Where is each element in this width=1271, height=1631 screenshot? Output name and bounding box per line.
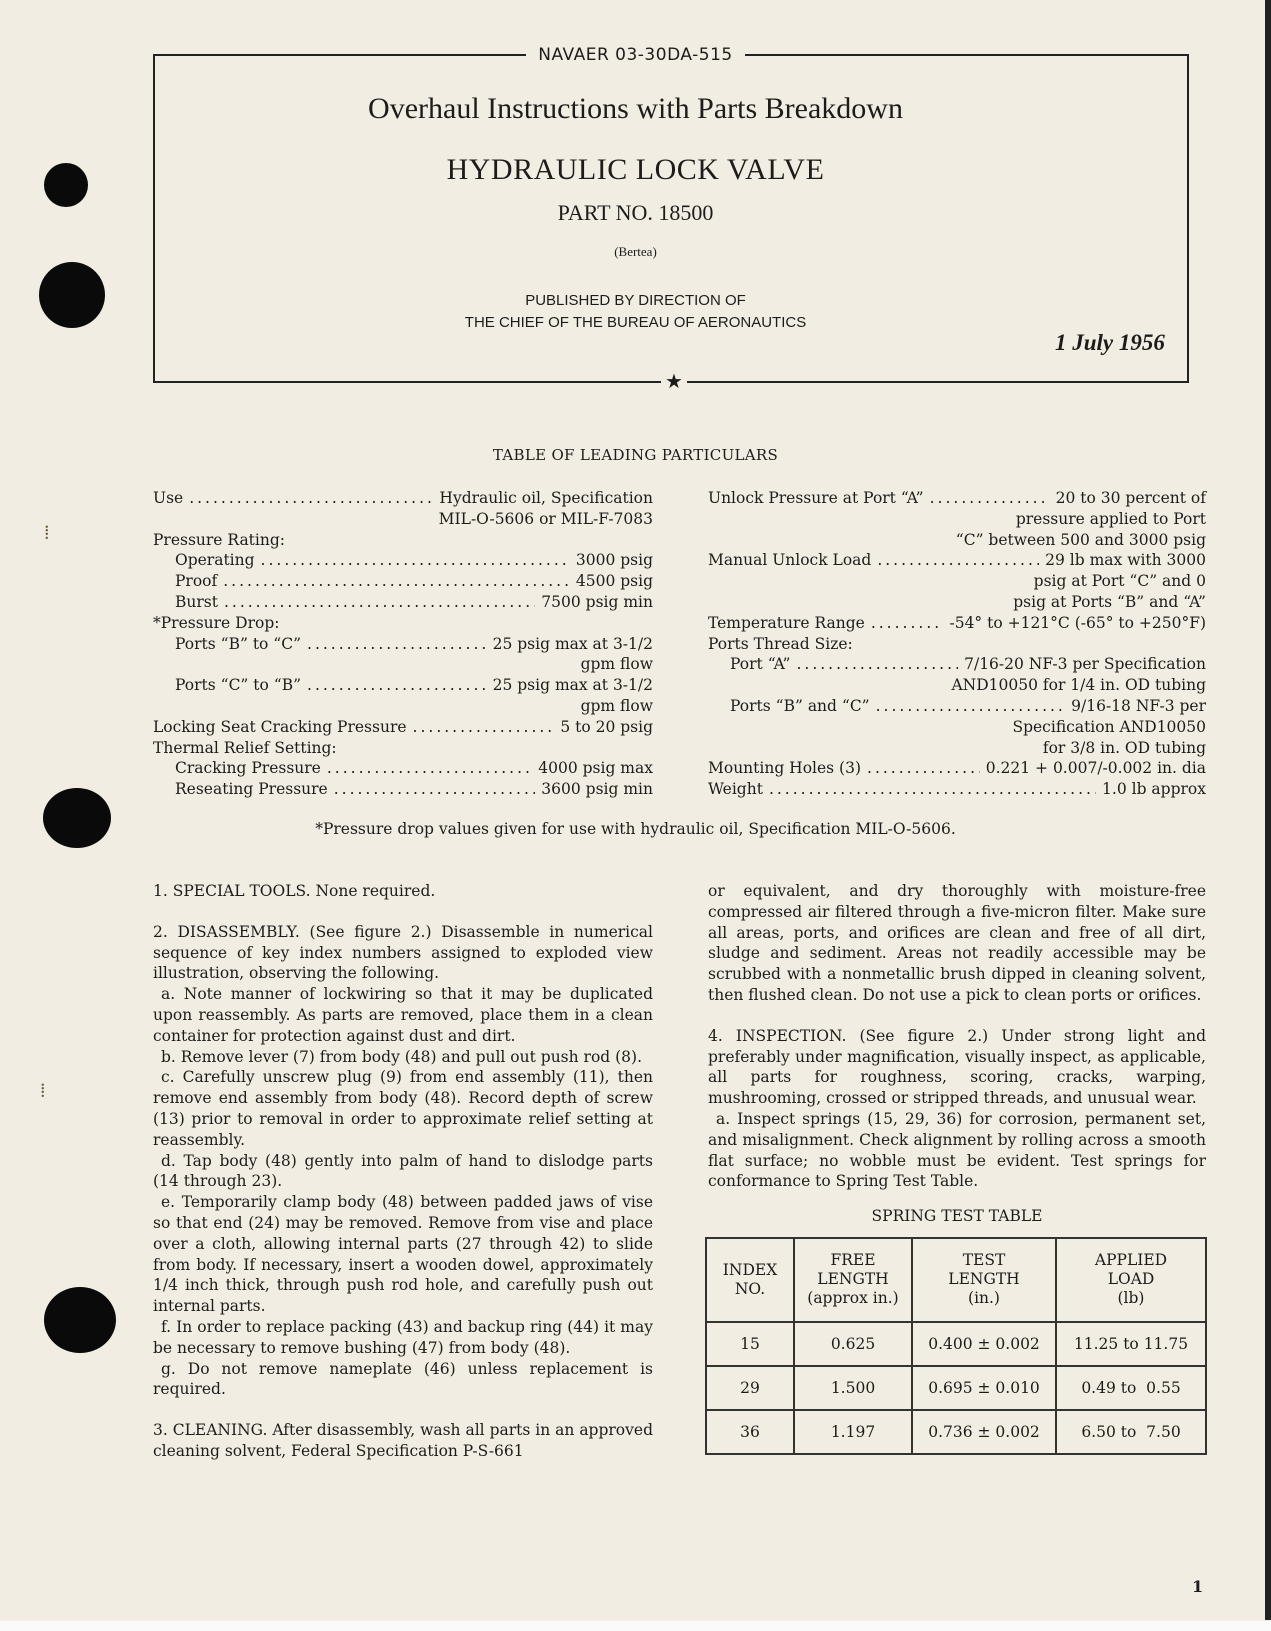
lp-continuation: MIL-O-5606 or MIL-F-7083 [438, 509, 653, 528]
binder-hole-icon [43, 788, 111, 848]
step-a: a. Inspect springs (15, 29, 36) for corrosion, permanent set, and misalignment. Check alignment by rolling across a smooth flat surface; no wobble must be evident. Test springs for conformance to Spring Test Table. [708, 1109, 1206, 1191]
section-cleaning-continued: or equivalent, and dry thoroughly with moisture-free compressed air filtered through a five-micron filter. Make sure all areas, ports, and orifices are clean and free of all dirt, sludge and sediment. Areas not readily accessible may be scrubbed with a nonmetallic brush dipped in cleaning solvent, then flushed clean. Do not use a pick to clean ports or orifices. [708, 882, 1206, 1004]
cell-free-length: 1.197 [794, 1410, 912, 1454]
lp-row-port-a: Port “A” ..... 7/16-20 NF-3 per Specification [708, 654, 1206, 675]
leading-particulars-heading: TABLE OF LEADING PARTICULARS [492, 446, 779, 464]
step-a: a. Note manner of lockwiring so that it may be duplicated upon reassembly. As parts are removed, place them in a clean container for protection against dust and dirt. [153, 985, 653, 1045]
lp-group-label: Thermal Relief Setting: [153, 738, 337, 757]
leading-particulars-left [153, 488, 653, 800]
lp-row-mounting-holes: Mounting Holes (3) ..... 0.221 + 0.007/-0.002 in. dia [708, 758, 1206, 779]
lp-row-b-to-c: Ports “B” to “C” ..... 25 psig max at 3-1/2 [153, 634, 653, 655]
lp-row-proof: Proof ..... 4500 psig [153, 571, 653, 592]
lp-row-operating: Operating ..... 3000 psig [153, 550, 653, 571]
stain-mark-icon: ⁞ [40, 1078, 46, 1102]
spring-table-title: SPRING TEST TABLE [871, 1207, 1043, 1226]
leading-particulars-right [708, 488, 1206, 800]
stain-mark-icon: ⁞ [44, 520, 50, 544]
lp-group-label: *Pressure Drop: [153, 613, 280, 632]
cell-test-length: 0.736 ± 0.002 [912, 1410, 1056, 1454]
lp-continuation: pressure applied to Port [1015, 509, 1206, 528]
step-b: b. Remove lever (7) from body (48) and pull out push rod (8). [161, 1047, 643, 1066]
section-inspection: 4. INSPECTION. (See figure 2.) Under strong light and preferably under magnification, visually inspect, as applicable, all parts for roughness, scoring, cracks, warping, mushrooming, crossed or stripped threads, and unusual wear. a. Inspect springs (15, 29, 36) for corrosion, permanent set, and misalignment. Check alignment by rolling across a smooth flat surface; no wobble must be evident. Test springs for conformance to Spring Test Table. [708, 1026, 1206, 1191]
lp-row-weight: Weight ..... 1.0 lb approx [708, 779, 1206, 800]
lp-row-cracking: Cracking Pressure ..... 4000 psig max [153, 758, 653, 779]
publisher-line-2: THE CHIEF OF THE BUREAU OF AERONAUTICS [464, 314, 807, 331]
page-edge-bottom [0, 1621, 1271, 1631]
spring-test-table [705, 1237, 1207, 1455]
lp-continuation: gpm flow [580, 655, 653, 674]
publisher-line-1: PUBLISHED BY DIRECTION OF [525, 292, 746, 309]
lp-row-c-to-b: Ports “C” to “B” ..... 25 psig max at 3-1/2 [153, 675, 653, 696]
lp-continuation: for 3/8 in. OD tubing [1042, 738, 1206, 757]
manufacturer: (Bertea) [614, 244, 657, 259]
body-column-right [708, 881, 1206, 1455]
publication-date: 1 July 1956 [1055, 330, 1165, 355]
step-e: e. Temporarily clamp body (48) between padded jaws of vise so that end (24) may be removed. Remove from vise and place over a cloth, allowing internal parts (27 through 42) to slide from body. If necessary, insert a wooden dowel, approximately 1/4 inch thick, through push rod hole, and carefully push out internal parts. [153, 1193, 653, 1316]
cell-test-length: 0.695 ± 0.010 [912, 1366, 1056, 1410]
star-icon: ★ [661, 369, 687, 393]
lp-continuation: psig at Ports “B” and “A” [1013, 592, 1206, 611]
lp-continuation: Specification AND10050 [1012, 717, 1206, 736]
step-c: c. Carefully unscrew plug (9) from end assembly (11), then remove end assembly from body (48). Record depth of screw (13) prior to removal in order to approximate relief setting at reassembly. [153, 1068, 653, 1149]
lp-continuation: psig at Port “C” and 0 [1033, 572, 1206, 591]
cell-index: 29 [706, 1366, 794, 1410]
lp-row-burst: Burst ..... 7500 psig min [153, 592, 653, 613]
lp-row-use: Use ..... Hydraulic oil, Specification [153, 488, 653, 509]
pressure-drop-footnote: *Pressure drop values given for use with hydraulic oil, Specification MIL-O-5606. [315, 820, 956, 838]
cell-applied-load: 11.25 to 11.75 [1056, 1322, 1206, 1366]
lp-continuation: “C” between 500 and 3000 psig [955, 530, 1206, 549]
lp-row-ports-bc: Ports “B” and “C” ..... 9/16-18 NF-3 per [708, 696, 1206, 717]
cell-applied-load: 0.49 to 0.55 [1056, 1366, 1206, 1410]
cell-index: 36 [706, 1410, 794, 1454]
section-cleaning: 3. CLEANING. After disassembly, wash all parts in an approved cleaning solvent, Federal Specification P-S-661 [153, 1421, 653, 1460]
lp-group-label: Ports Thread Size: [708, 634, 853, 653]
publisher-note [0, 290, 1271, 334]
main-title: Overhaul Instructions with Parts Breakdown [368, 92, 903, 125]
table-row [706, 1366, 1206, 1410]
cell-applied-load: 6.50 to 7.50 [1056, 1410, 1206, 1454]
page-number: 1 [1192, 1577, 1204, 1596]
table-row [706, 1410, 1206, 1454]
lp-continuation: gpm flow [580, 696, 653, 715]
lp-continuation: AND10050 for 1/4 in. OD tubing [951, 676, 1206, 695]
step-g: g. Do not remove nameplate (46) unless replacement is required. [153, 1359, 653, 1399]
binder-hole-icon [44, 1287, 116, 1353]
table-header-row [706, 1238, 1206, 1322]
lp-row-unlock: Unlock Pressure at Port “A” ..... 20 to 30 percent of [708, 488, 1206, 509]
part-number: PART NO. 18500 [557, 200, 714, 225]
document-number: NAVAER 03-30DA-515 [0, 45, 1271, 65]
lp-row-reseating: Reseating Pressure ..... 3600 psig min [153, 779, 653, 800]
lp-group-label: Pressure Rating: [153, 530, 285, 549]
section-disassembly: 2. DISASSEMBLY. (See figure 2.) Disassemble in numerical sequence of key index numbers assigned to exploded view illustration, observing the following. a. Note manner of lockwiring so that it may be duplicated upon reassembly. As parts are removed, place them in a clean container for protection against dust and dirt. b. Remove lever (7) from body (48) and pull out push rod (8). c. Carefully unscrew plug (9) from end assembly (11), then remove end assembly from body (48). Record depth of screw (13) prior to removal in order to approximate relief setting at reassembly. d. Tap body (48) gently into palm of hand to dislodge parts (14 through 23). e. Temporarily clamp body (48) between padded jaws of vise so that end (24) may be removed. Remove from vise and place over a cloth, allowing internal parts (27 through 42) to slide from body. If necessary, insert a wooden dowel, approximately 1/4 inch thick, through push rod hole, and carefully push out internal parts. f. In order to replace packing (43) and backup ring (44) it may be necessary to remove bushing (47) from body (48). g. Do not remove nameplate (46) unless replacement is required. [153, 922, 653, 1399]
lp-row-temperature: Temperature Range ..... -54° to +121°C (-65° to +250°F) [708, 613, 1206, 634]
header-free-length: FREE LENGTH (approx in.) [794, 1238, 912, 1322]
cell-index: 15 [706, 1322, 794, 1366]
section-special-tools: 1. SPECIAL TOOLS. None required. [153, 882, 436, 900]
cell-free-length: 0.625 [794, 1322, 912, 1366]
header-applied-load: APPLIED LOAD (lb) [1056, 1238, 1206, 1322]
cell-test-length: 0.400 ± 0.002 [912, 1322, 1056, 1366]
page-edge [1265, 0, 1271, 1620]
subject-title: HYDRAULIC LOCK VALVE [446, 153, 825, 186]
header-test-length: TEST LENGTH (in.) [912, 1238, 1056, 1322]
table-row [706, 1322, 1206, 1366]
step-d: d. Tap body (48) gently into palm of hand to dislodge parts (14 through 23). [153, 1151, 653, 1191]
lp-row-locking-seat: Locking Seat Cracking Pressure ..... 5 to 20 psig [153, 717, 653, 738]
step-f: f. In order to replace packing (43) and backup ring (44) it may be necessary to remove bushing (47) from body (48). [153, 1317, 653, 1357]
header-index-no: INDEX NO. [706, 1238, 794, 1322]
body-column-left [153, 881, 653, 1482]
cell-free-length: 1.500 [794, 1366, 912, 1410]
lp-row-manual-unlock: Manual Unlock Load ..... 29 lb max with 3000 [708, 550, 1206, 571]
